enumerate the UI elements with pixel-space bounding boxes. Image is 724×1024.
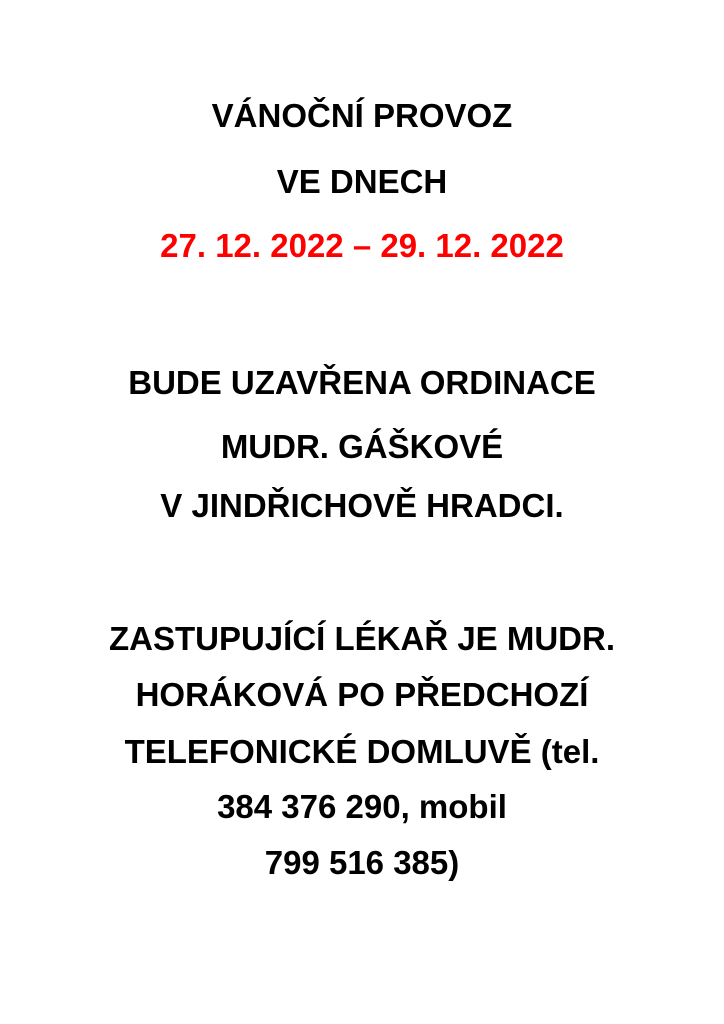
substitute-phone-line: 384 376 290, mobil xyxy=(217,788,507,825)
closure-text-line-2: MUDR. GÁŠKOVÉ xyxy=(220,428,504,465)
notice-title: VÁNOČNÍ PROVOZ xyxy=(211,97,513,134)
substitute-mobile-line: 799 516 385) xyxy=(264,844,460,881)
notice-subtitle: VE DNECH xyxy=(276,163,448,200)
closure-text-line-1: BUDE UZAVŘENA ORDINACE xyxy=(128,364,596,401)
substitute-text-line-3: TELEFONICKÉ DOMLUVĚ (tel. xyxy=(124,733,600,770)
substitute-text-line-1: ZASTUPUJÍCÍ LÉKAŘ JE MUDR. xyxy=(108,620,616,657)
substitute-text-line-2: HORÁKOVÁ PO PŘEDCHOZÍ xyxy=(135,676,589,713)
closure-text-line-3: V JINDŘICHOVĚ HRADCI. xyxy=(160,487,564,524)
closure-dates: 27. 12. 2022 – 29. 12. 2022 xyxy=(160,227,564,264)
